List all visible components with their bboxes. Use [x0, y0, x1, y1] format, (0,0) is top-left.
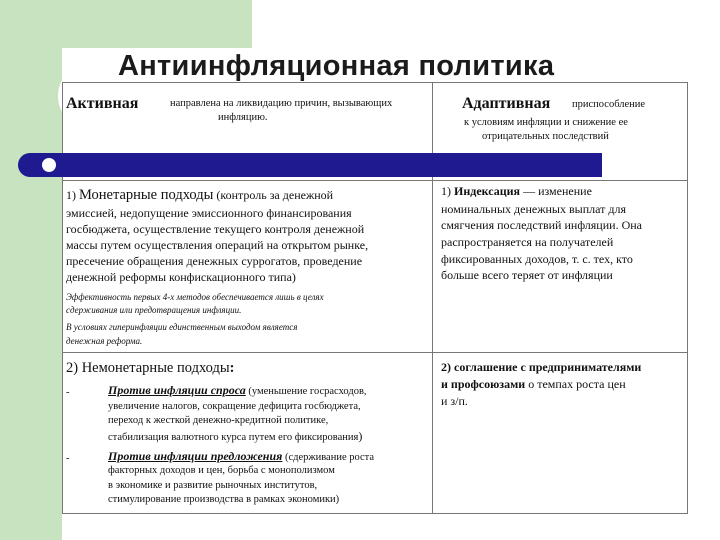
- demand-line3: переход к жесткой денежно-кредитной политике,: [108, 415, 329, 426]
- demand-line4-end: ): [358, 429, 363, 443]
- demand-name: Против инфляции спроса: [108, 383, 246, 397]
- supply-line3: в экономике и развитие рыночных институтов,: [108, 480, 318, 491]
- indexation-line1: [441, 184, 592, 200]
- supply-line1-rest: (сдерживание роста: [284, 452, 375, 463]
- table-row-divider-1: [62, 180, 688, 181]
- demand-bullet-dash: -: [66, 387, 70, 398]
- accent-bar-dot: [42, 158, 56, 172]
- effectiveness-line1: Эффективность первых 4-х методов обеспечивается лишь в целях: [66, 292, 324, 302]
- nonmonetary-heading-colon: :: [229, 360, 235, 376]
- supply-line1: [108, 449, 374, 465]
- active-desc-line1: направлена на ликвидацию причин, вызывающих: [170, 98, 393, 109]
- adaptive-desc-line1: приспособление: [572, 99, 646, 110]
- demand-line2: увеличение налогов, сокращение дефицита госбюджета,: [108, 401, 361, 412]
- monetary-line5: пресечение обращения денежных суррогатов, проведение: [66, 254, 363, 268]
- monetary-name: Монетарные подходы: [79, 187, 214, 203]
- agreement-line3: и з/п.: [441, 394, 468, 408]
- monetary-num: 1): [66, 188, 76, 202]
- table-row-divider-2: [62, 352, 688, 353]
- demand-line4-text: стабилизация валютного курса путем его фиксирования: [108, 432, 359, 443]
- agreement-line2: [441, 377, 626, 393]
- effectiveness-line3: В условиях гиперинфляции единственным выходом является: [66, 322, 298, 332]
- indexation-line4: распространяется на получателей: [441, 235, 614, 249]
- indexation-line3: смягчения последствий инфляции. Она: [441, 218, 642, 232]
- monetary-line2: эмиссией, недопущение эмиссионного финансирования: [66, 206, 352, 220]
- effectiveness-line2: сдерживания или предотвращения инфляции.: [66, 305, 242, 315]
- monetary-line6: денежной реформы конфискационного типа): [66, 270, 296, 284]
- supply-line2: факторных доходов и цен, борьба с монополизмом: [108, 465, 335, 476]
- indexation-num: 1): [441, 184, 451, 198]
- supply-line4: стимулирование производства в рамках экономики): [108, 494, 340, 505]
- adaptive-desc-line2: к условиям инфляции и снижение ее: [464, 117, 628, 128]
- demand-line1: [108, 383, 367, 399]
- monetary-line4: массы путем осуществления операций на открытом рынке,: [66, 238, 369, 252]
- demand-line4: [108, 429, 362, 445]
- indexation-name: Индексация: [454, 184, 521, 198]
- nonmonetary-heading-text: 2) Немонетарные подходы: [66, 360, 230, 376]
- indexation-line2: номинальных денежных выплат для: [441, 202, 626, 216]
- page-title: Антиинфляционная политика: [118, 50, 555, 82]
- active-heading: Активная: [66, 95, 139, 112]
- indexation-line5: фиксированных доходов, т. с. тех, кто: [441, 252, 633, 266]
- demand-line1-rest: (уменьшение госрасходов,: [248, 386, 367, 397]
- active-desc-line2: инфляцию.: [218, 112, 268, 123]
- monetary-line1-rest: (контроль за денежной: [216, 188, 334, 202]
- monetary-line3: госбюджета, осуществление текущего контроля денежной: [66, 222, 365, 236]
- adaptive-desc-line3: отрицательных последствий: [482, 131, 609, 142]
- agreement-line2-rest: о темпах роста цен: [528, 377, 626, 391]
- monetary-line1: [66, 186, 333, 205]
- indexation-line1-rest: — изменение: [523, 184, 592, 198]
- effectiveness-line4: денежная реформа.: [66, 336, 143, 346]
- nonmonetary-heading: [66, 359, 234, 378]
- supply-name: Против инфляции предложения: [108, 449, 283, 463]
- accent-bar: [18, 153, 602, 177]
- adaptive-heading: Адаптивная: [462, 95, 551, 112]
- agreement-line2-bold: и профсоюзами: [441, 377, 526, 391]
- supply-bullet-dash: -: [66, 453, 70, 464]
- agreement-line1: 2) соглашение с предпринимателями: [441, 360, 642, 374]
- indexation-line6: больше всего теряет от инфляции: [441, 268, 613, 282]
- table-column-divider: [432, 82, 433, 514]
